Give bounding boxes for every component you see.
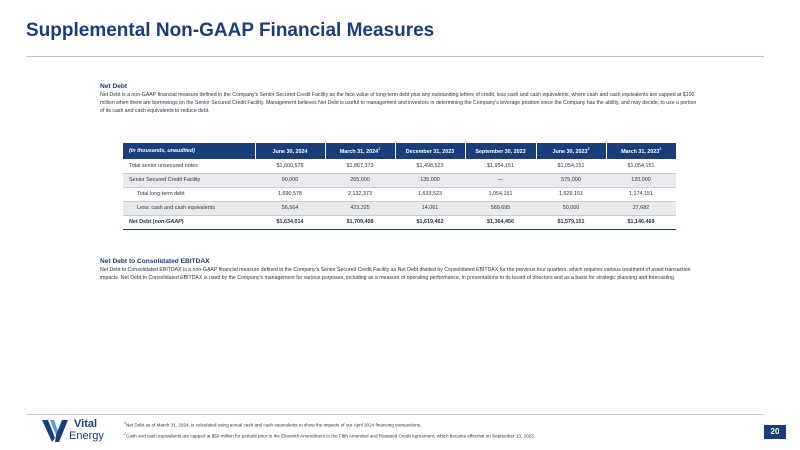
table-cell: $1,054,151: [536, 159, 606, 173]
table-cell: 1,690,578: [255, 187, 325, 201]
column-header: March 31, 2024$^1$: [325, 143, 395, 159]
table-cell: 27,682: [606, 201, 676, 215]
table-unit-label: (in thousands, unaudited): [123, 143, 255, 159]
net-debt-table-container: [123, 143, 676, 230]
net-debt-section: [100, 83, 700, 115]
table-cell: 90,000: [255, 173, 325, 187]
table-cell: $1,579,151: [536, 215, 606, 229]
table-cell: $1,954,151: [465, 159, 536, 173]
row-label: Total senior unsecured notes: [123, 159, 255, 173]
table-cell: $1,619,462: [395, 215, 465, 229]
table-cell: 575,000: [536, 173, 606, 187]
column-header: June 30, 2023$^2$: [536, 143, 606, 159]
table-cell: $1,709,408: [325, 215, 395, 229]
table-cell: 265,000: [325, 173, 395, 187]
table-cell: $1,364,456: [465, 215, 536, 229]
vital-energy-v-mark-icon: [42, 420, 70, 442]
table-cell: $1,600,578: [255, 159, 325, 173]
table-header-row: [123, 143, 676, 159]
table-cell: $1,498,523: [395, 159, 465, 173]
table-cell: 1,633,523: [395, 187, 465, 201]
row-label: Net Debt (non-GAAP): [123, 215, 255, 229]
footnote: $^1$Net Debt as of March 31, 2024, is calculated using actual cash and cash equivalents to show the impacts of our April 2024 financing transactions.: [124, 421, 422, 428]
table-cell: $1,054,151: [606, 159, 676, 173]
footnote: $^2$Cash and cash equivalents are capped at $50 million for periods prior to the Eleventh Amendment to the Fifth Amended and Restated Credit Agreement, which became effective on September 13, 2023.: [124, 431, 536, 439]
net-debt-description: Net Debt is a non-GAAP financial measure defined in the Company's Senior Secured Credit Facility as the face value of long-term debt plus any outstanding letters of credit, less cash and cash equivalents, where cash and cash equivalents are capped at $100 million when there are borrowings on the Senior Secured Credit Facility. Management believes Net Debt is useful to management and investors in determining the Company's leverage position since the Company has the ability, and may decide, to use a portion of its cash and cash equivalents to reduce debt.: [100, 92, 697, 114]
row-label: Senior Secured Credit Facility: [123, 173, 255, 187]
table-cell: 2,132,373: [325, 187, 395, 201]
footer-divider: [26, 414, 764, 415]
table-row: [123, 173, 676, 187]
logo-word-vital: Vital: [74, 418, 98, 430]
logo-word-energy: Energy: [69, 430, 104, 442]
row-label: Total long-term debt: [123, 187, 255, 201]
footnotes: [124, 419, 744, 440]
title-divider: [26, 56, 764, 57]
row-label: Less: cash and cash equivalents: [123, 201, 255, 215]
column-header: December 31, 2023: [395, 143, 465, 159]
table-row: [123, 159, 676, 173]
table-cell: 56,564: [255, 201, 325, 215]
table-row: [123, 187, 676, 201]
table-cell: $1,634,014: [255, 215, 325, 229]
net-debt-table: [123, 143, 676, 230]
table-cell: 423,325: [325, 201, 395, 215]
table-cell: 135,000: [395, 173, 465, 187]
table-cell: 14,061: [395, 201, 465, 215]
table-total-row: [123, 215, 676, 229]
table-cell: 1,629,151: [536, 187, 606, 201]
slide-title: Supplemental Non-GAAP Financial Measures: [26, 20, 435, 41]
table-cell: $1,867,373: [325, 159, 395, 173]
table-row: [123, 201, 676, 215]
column-header: March 31, 2023$^2$: [606, 143, 676, 159]
page-number: 20: [764, 425, 786, 439]
table-cell: 120,000: [606, 173, 676, 187]
net-debt-ebitdax-section: [100, 258, 700, 282]
table-cell: 50,000: [536, 201, 606, 215]
column-header: June 30, 2024: [255, 143, 325, 159]
vital-energy-logo: [42, 418, 112, 444]
net-debt-heading: Net Debt: [100, 83, 128, 90]
table-cell: 1,954,151: [465, 187, 536, 201]
table-cell: —: [465, 173, 536, 187]
table-cell: $1,146,469: [606, 215, 676, 229]
net-debt-ebitdax-description: Net Debt to Consolidated EBITDAX is a non-GAAP financial measure defined in the Company's Senior Secured Credit Facility as Net Debt divided by Consolidated EBITDAX for the previous four quarters, which requires various treatment of asset transaction impacts. Net Debt to Consolidated EBITDAX is used by the Company's management for various purposes, including as a measure of operating performance, in presentations to its board of directors and as a basis for strategic planning and forecasting.: [100, 267, 691, 281]
net-debt-ebitdax-heading: Net Debt to Consolidated EBITDAX: [100, 258, 210, 265]
table-cell: 1,174,151: [606, 187, 676, 201]
column-header: September 30, 2023: [465, 143, 536, 159]
table-cell: 589,695: [465, 201, 536, 215]
